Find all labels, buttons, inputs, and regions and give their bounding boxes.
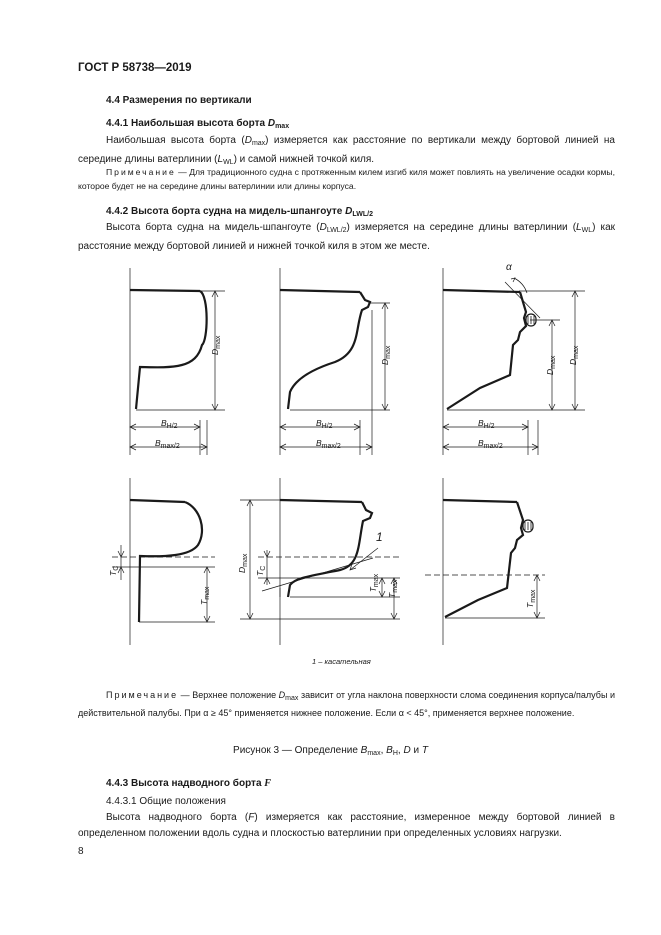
figure-note: Примечание — Верхнее положение $D_{max}$ зависит от угла наклона поверхности слома соединения корпуса/палубы и действительной палубы. При α ≥ 45° применяется нижнее положение. Если α < 45°, применяется верхнее положение.	[78, 690, 615, 718]
section-4-4-2-paragraph: Высота борта судна на мидель-шпангоуте $(D_{LWL/2})$ измеряется на середине длины ватерлинии $(L_{WL})$ как расстояние между бортовой линией и нижней точкой киля в этом же месте.	[78, 222, 616, 252]
figure-caption: Рисунок 3 — Определение $B_{max}$, $B_H$, D и T	[233, 745, 428, 757]
hull-section-2	[280, 268, 390, 455]
section-4-4-1-title: 4.4.1 Наибольшая высота борта $D_{max}$	[106, 118, 290, 130]
label-bh2-2: $B_{H/2}$	[316, 418, 333, 430]
label-callout-1: 1	[376, 530, 383, 544]
section-4-4-3-title: 4.4.3 Высота надводного борта F	[106, 778, 271, 789]
label-tc-4: $T_C$	[108, 565, 120, 576]
hull-section-4	[112, 478, 215, 645]
section-4-4-title: 4.4 Размерения по вертикали	[106, 95, 252, 106]
hull-section-5	[240, 478, 400, 645]
section-4-4-2-title: 4.4.2 Высота борта судна на мидель-шпангоуте $D_{LWL/2}$	[106, 206, 373, 218]
label-dmax-1: $D_{max}$	[210, 335, 222, 355]
label-tmin-5: $T_{max}$	[369, 573, 380, 592]
label-bmax2-2: $B_{max/2}$	[316, 438, 341, 450]
figure-legend: 1 – касательная	[312, 657, 371, 666]
section-4-4-1-paragraph: Наибольшая высота борта $(D_{max})$ измеряется как расстояние по вертикали между бортовой линией на середине длины ватерлинии $(L_{WL})$ и самой нижней точкой киля.	[78, 135, 615, 166]
label-tmax-6: $T_{max}$	[525, 589, 537, 608]
label-dmax-3b: $D_{max}$	[568, 345, 580, 365]
section-4-4-1-note: Примечание — Для традиционного судна с протяженным килем изгиб киля может повлиять на увеличение осадки кормы, которое будет не на середине длины ватерлинии или длины корпуса.	[78, 167, 615, 191]
label-tc-5: $T_C$	[255, 565, 267, 576]
label-bmax2-3: $B_{max/2}$	[478, 438, 503, 450]
hull-section-3	[443, 268, 585, 455]
page-number: 8	[78, 846, 84, 857]
label-alpha: α	[506, 262, 512, 273]
label-bmax2-1: $B_{max/2}$	[155, 438, 180, 450]
label-dmax-5: $D_{max}$	[237, 553, 249, 573]
label-bh2-1: $B_{H/2}$	[161, 418, 178, 430]
label-tmax-4: $T_{max}$	[199, 586, 211, 605]
label-dmax-3a: $D_{max}$	[545, 355, 557, 375]
label-bh2-3: $B_{H/2}$	[478, 418, 495, 430]
hull-section-6	[425, 478, 545, 645]
label-tmax-5: $T_{max}$	[387, 579, 399, 598]
section-4-4-3-1-title: 4.4.3.1 Общие положения	[106, 796, 226, 807]
document-header: ГОСТ Р 58738—2019	[78, 62, 192, 74]
section-4-4-3-paragraph: Высота надводного борта (F) измеряется как расстояние, измеренное между бортовой линией в определенном положении вдоль судна и плоскостью ватерлинии при определенных условиях нагрузки.	[78, 812, 615, 839]
label-dmax-2: $D_{max}$	[380, 345, 392, 365]
